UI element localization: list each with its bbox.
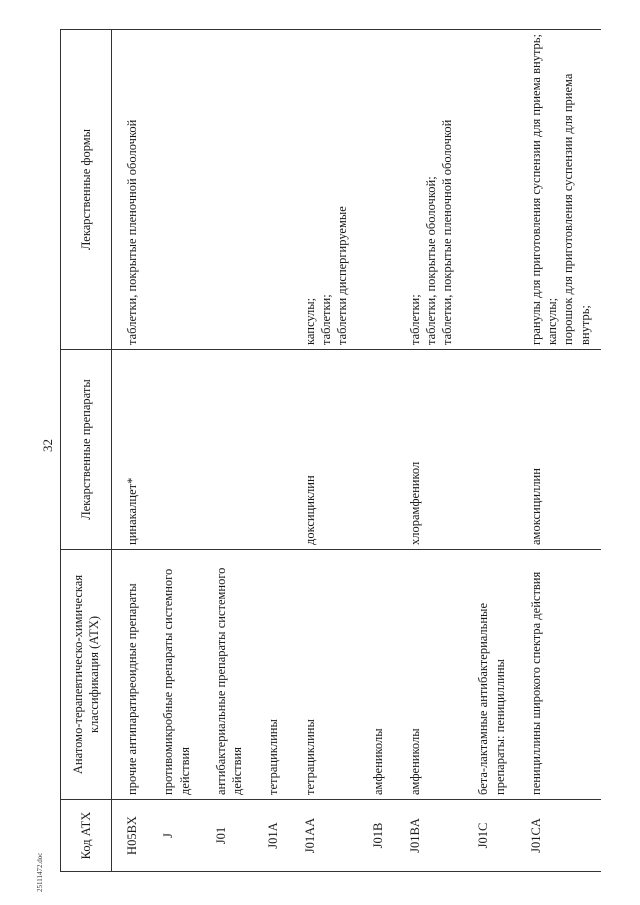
dosage-form: таблетки, покрытые пленочной оболочкой [440,119,454,345]
table-row [148,30,201,872]
forms-cell [395,30,464,350]
dosage-form: гранулы для приготовления суспензии для приема внутрь; [528,34,543,345]
atc-code-cell: J01C [463,800,516,872]
atc-code-cell: J [148,800,201,872]
drug-cell: амоксициллин [516,350,601,550]
table-row [112,30,149,872]
drug-cell: хлорамфеникол [395,350,464,550]
forms-cell [201,30,254,350]
atc-code-cell: H05BX [112,800,149,872]
table-row [253,30,289,872]
dosage-form: таблетки, покрытые пленочной оболочкой [125,119,139,345]
classification-cell: антибактериальные препараты системного действия [201,550,254,800]
atc-code-cell: J01CA [516,800,601,872]
drug-cell: доксициклин [290,350,359,550]
table-row [463,30,516,872]
drug-cell [201,350,254,550]
table-row [516,30,601,872]
forms-cell [253,30,289,350]
dosage-form: таблетки диспергируемые [335,206,349,345]
table-row [395,30,464,872]
table-header-row [61,30,112,872]
classification-cell: противомикробные препараты системного действия [148,550,201,800]
table-row [358,30,394,872]
rotated-table-sheet [60,30,605,872]
forms-cell [463,30,516,350]
drug-cell: цинакалцет* [112,350,149,550]
classification-cell: амфениколы [395,550,464,800]
atc-code-cell: J01A [253,800,289,872]
footer-doc-id: 25111472.doc [36,852,44,892]
classification-cell: тетрациклины [253,550,289,800]
header-forms: Лекарственные формы [61,30,112,350]
table-row [290,30,359,872]
table-row [201,30,254,872]
dosage-form: порошок для приготовления суспензии для приема внутрь; [561,73,592,345]
forms-cell [148,30,201,350]
drug-cell [358,350,394,550]
classification-cell: прочие антипаратиреоидные препараты [112,550,149,800]
classification-cell: амфениколы [358,550,394,800]
drug-cell [148,350,201,550]
classification-cell: пенициллины широкого спектра действия [516,550,601,800]
dosage-form: капсулы; [545,297,559,345]
table-body [112,30,601,872]
forms-cell [112,30,149,350]
atc-code-cell: J01BA [395,800,464,872]
drug-cell [253,350,289,550]
header-drugs: Лекарственные препараты [61,350,112,550]
forms-cell [358,30,394,350]
drug-cell [463,350,516,550]
dosage-form: таблетки; [407,294,422,345]
header-classification: Анатомо-терапевтическо-химическая классификация (АТХ) [61,550,112,800]
forms-cell [516,30,601,350]
atc-code-cell: J01 [201,800,254,872]
classification-cell: тетрациклины [290,550,359,800]
classification-cell: бета-лактамные антибактериальные препараты: пенициллины [463,550,516,800]
atc-code-cell: J01AA [290,800,359,872]
forms-cell [290,30,359,350]
atc-code-cell: J01B [358,800,394,872]
page-number: 32 [40,439,55,452]
atc-table [60,29,601,872]
header-code: Код АТХ [61,800,112,872]
dosage-form: таблетки, покрытые оболочкой; [423,176,438,345]
dosage-form: капсулы; [302,297,317,345]
dosage-form: таблетки; [318,294,333,345]
